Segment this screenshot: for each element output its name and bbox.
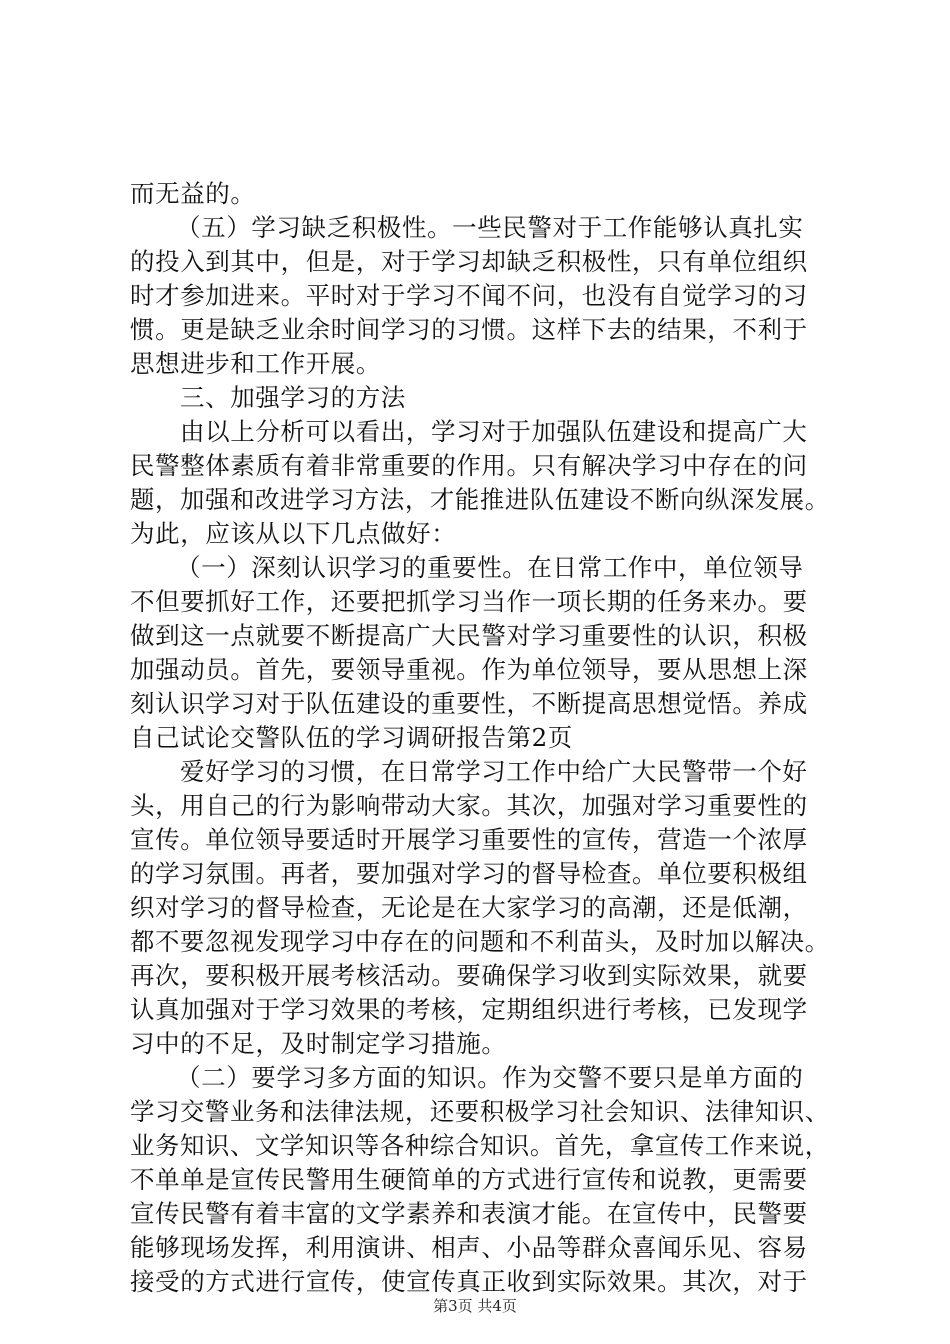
text-line: 爱好学习的习惯，在日常学习工作中给广大民警带一个好 [180,757,808,786]
text-line: 不但要抓好工作，还要把抓学习当作一项长期的任务来办。要 [130,587,808,616]
text-line: 的投入到其中，但是，对于学习却缺乏积极性，只有单位组织 [130,247,808,276]
text-line: 做到这一点就要不断提高广大民警对学习重要性的认识，积极 [130,621,808,650]
text-line: 认真加强对于学习效果的考核，定期组织进行考核，已发现学 [130,995,808,1024]
text-line: 习中的不足，及时制定学习措施。 [130,1029,507,1058]
text-line: 宣传。单位领导要适时开展学习重要性的宣传，营造一个浓厚 [130,825,808,854]
text-line: （二）要学习多方面的知识。作为交警不要只是单方面的 [176,1063,804,1092]
text-line: 为此，应该从以下几点做好： [130,519,457,548]
text-line: 时才参加进来。平时对于学习不闻不问，也没有自觉学习的习 [130,281,808,310]
text-line: 加强动员。首先，要领导重视。作为单位领导，要从思想上深 [130,655,808,684]
text-line: 学习交警业务和法律法规，还要积极学习社会知识、法律知识、 [130,1097,830,1126]
section-heading: 三、加强学习的方法 [180,383,406,412]
text-line: 惯。更是缺乏业余时间学习的习惯。这样下去的结果，不利于 [130,315,808,344]
text-line: 民警整体素质有着非常重要的作用。只有解决学习中存在的问 [130,451,808,480]
text-line: 思想进步和工作开展。 [130,349,381,378]
text-line: 不单单是宣传民警用生硬简单的方式进行宣传和说教，更需要 [130,1165,808,1194]
text-line: 织对学习的督导检查，无论是在大家学习的高潮，还是低潮， [130,893,808,922]
text-line: 而无益的。 [130,179,256,208]
text-line: 能够现场发挥，利用演讲、相声、小品等群众喜闻乐见、容易 [130,1233,808,1262]
text-line: 的学习氛围。再者，要加强对学习的督导检查。单位要积极组 [130,859,808,888]
page-footer: 第3页 共4页 [433,1297,517,1315]
text-line: 由以上分析可以看出，学习对于加强队伍建设和提高广大 [180,417,808,446]
text-line: 接受的方式进行宣传，使宣传真正收到实际效果。其次，对于 [130,1267,808,1296]
text-line: 业务知识、文学知识等各种综合知识。首先，拿宣传工作来说， [130,1131,830,1160]
text-line: 都不要忽视发现学习中存在的问题和不利苗头，及时加以解决。 [130,927,830,956]
text-line: 自己试论交警队伍的学习调研报告第2页 [130,723,573,752]
text-line: 题，加强和改进学习方法，才能推进队伍建设不断向纵深发展。 [130,485,830,514]
text-line: （一）深刻认识学习的重要性。在日常工作中，单位领导 [176,553,804,582]
text-line: 头，用自己的行为影响带动大家。其次，加强对学习重要性的 [130,791,808,820]
text-line: 再次，要积极开展考核活动。要确保学习收到实际效果，就要 [130,961,808,990]
text-line: 刻认识学习对于队伍建设的重要性，不断提高思想觉悟。养成 [130,689,808,718]
text-line: 宣传民警有着丰富的文学素养和表演才能。在宣传中，民警要 [130,1199,808,1228]
text-line: （五）学习缺乏积极性。一些民警对于工作能够认真扎实 [176,213,804,242]
